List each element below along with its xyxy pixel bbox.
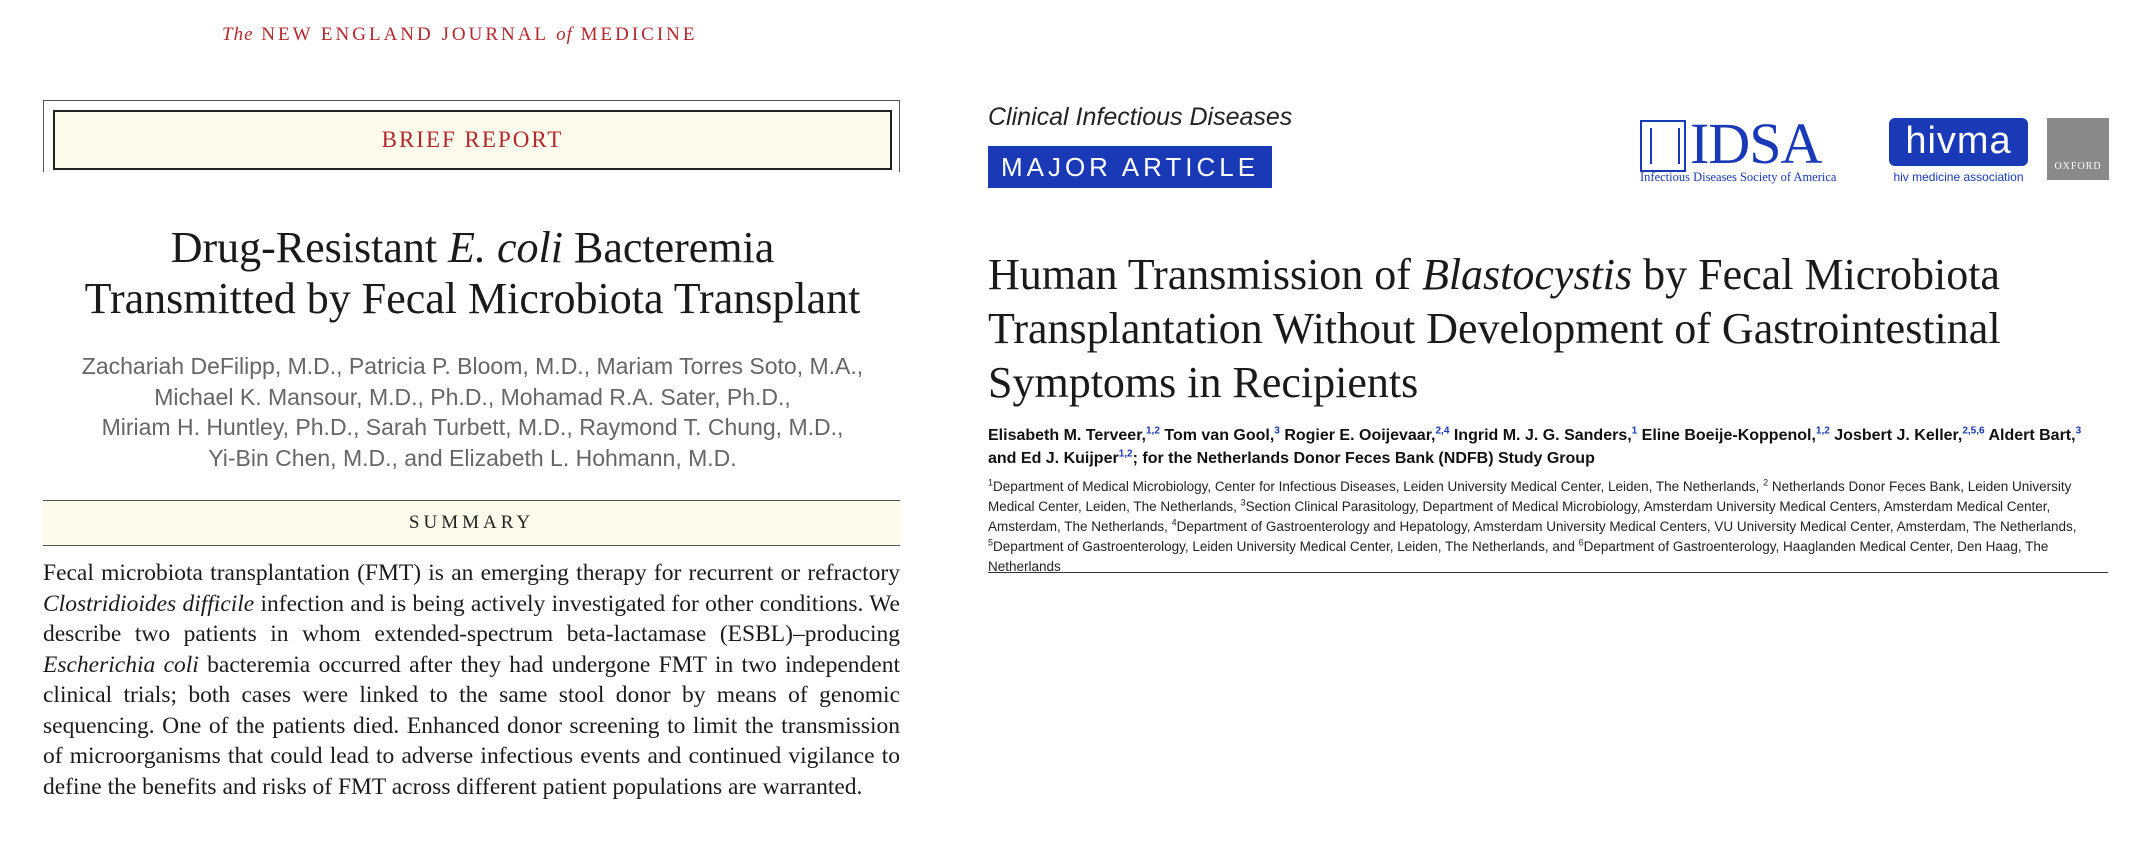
author-list [30, 351, 915, 473]
hivma-wordmark: hivma [1889, 118, 2028, 166]
frame-rule-right [899, 100, 900, 172]
masthead-of: of [556, 24, 573, 45]
author[interactable]: Tom van Gool,$^3$ [1164, 425, 1280, 444]
frame-rule-top [43, 100, 900, 101]
author-affiliation-ref[interactable]: 3 [1274, 425, 1280, 437]
title-part-2: by Fecal Microbiota Transplantation Without Development of Gastrointestinal Symptoms in Recipients [988, 250, 2001, 407]
title-part-2: Bacteremia [562, 223, 775, 272]
author-line: Zachariah DeFilipp, M.D., Patricia P. Bloom, M.D., Mariam Torres Soto, M.A., [81, 353, 864, 379]
author-affiliation-ref[interactable]: 2,5,6 [1962, 425, 1985, 437]
affiliation: Netherlands Donor Feces Bank, Leiden University Medical Center, Leiden, The Netherlands, [988, 479, 2072, 514]
title-italic: Blastocystis [1421, 250, 1633, 299]
journal-name: Clinical Infectious Diseases [988, 103, 1293, 131]
author-affiliation-ref[interactable]: 1 [1631, 425, 1638, 437]
idsa-subtitle: Infectious Diseases Society of America [1640, 170, 1837, 184]
author-list [988, 424, 2108, 470]
author-affiliation-ref[interactable]: 3 [2075, 425, 2082, 437]
author-affiliation-ref[interactable]: 1,2 [1118, 448, 1133, 460]
masthead-the: The [222, 24, 254, 45]
idsa-emblem-icon [1640, 120, 1686, 172]
cid-article-panel [960, 0, 2138, 866]
header-divider [988, 572, 2108, 573]
hivma-subtitle: hiv medicine association [1893, 170, 2024, 184]
masthead-name-1: NEW ENGLAND JOURNAL [261, 24, 549, 45]
author-line: Miriam H. Huntley, Ph.D., Sarah Turbett, M.D., Raymond T. Chung, M.D., [101, 414, 844, 440]
author[interactable]: Eline Boeije-Koppenol,$^{1,2}$ [1641, 425, 1830, 444]
title-part-1: Human Transmission of [988, 250, 1422, 299]
author-affiliation-ref[interactable]: 2,4 [1435, 425, 1450, 437]
abstract-italic: Escherichia coli [43, 651, 199, 678]
author[interactable]: Ingrid M. J. G. Sanders,$^1$ [1453, 425, 1638, 444]
affiliation-marker: 1 [988, 477, 994, 488]
author-line: Yi-Bin Chen, M.D., and Elizabeth L. Hohmann, M.D. [208, 444, 737, 471]
study-group: ; for the Netherlands Donor Feces Bank (NDFB) Study Group [1132, 450, 1595, 467]
affiliation: Department of Gastroenterology and Hepatology, Amsterdam University Medical Centers, VU University Medical Center, Amsterdam, The Netherlands, [1176, 519, 2077, 534]
author[interactable]: Josbert J. Keller,$^{2,5,6}$ [1834, 425, 1985, 444]
hivma-logo[interactable] [1889, 118, 2028, 184]
section-label: BRIEF REPORT [381, 127, 564, 152]
affiliation: Department of Gastroenterology, Haaglanden Medical Center, Den Haag, The Netherlands [988, 539, 2049, 574]
oxford-logo[interactable] [2047, 118, 2109, 180]
article-type-badge: MAJOR ARTICLE [988, 146, 1272, 188]
title-line-2: Transmitted by Fecal Microbiota Transplant [84, 274, 861, 323]
article-title [30, 222, 915, 324]
journal-masthead [222, 24, 698, 46]
author-line: Michael K. Mansour, M.D., Ph.D., Mohamad R.A. Sater, Ph.D., [154, 383, 791, 410]
idsa-wordmark: IDSA [1690, 111, 1822, 176]
abstract-segment: bacteremia occurred after they had undergone FMT in two independent clinical trials; both cases were linked to the same stool donor by means of genomic sequencing. One of the patients died. Enhanced donor screening to limit the transmission of microorganisms that could lead to adverse infectious events and continued vigilance to define the benefits and risks of FMT across different patient populations are warranted. [43, 651, 900, 800]
summary-label: SUMMARY [408, 512, 535, 533]
affiliation-marker: 4 [1171, 517, 1177, 528]
section-label-box [53, 110, 892, 170]
affiliation: Department of Gastroenterology, Leiden University Medical Center, Leiden, The Netherlands, and [993, 539, 1579, 554]
author[interactable]: Rogier E. Ooijevaar,$^{2,4}$ [1284, 425, 1450, 444]
abstract-text [43, 558, 900, 802]
article-title [988, 248, 2108, 410]
frame-rule-left [43, 100, 44, 172]
masthead-name-2: MEDICINE [580, 24, 698, 45]
affiliation-marker: 6 [1578, 537, 1584, 548]
abstract-segment: Fecal microbiota transplantation (FMT) is an emerging therapy for recurrent or refractory [43, 560, 900, 586]
affiliation: Section Clinical Parasitology, Department of Medical Microbiology, Amsterdam University Medical Centers, Amsterdam Medical Center, Amsterdam, The Netherlands, [988, 499, 2051, 534]
oxford-wordmark: OXFORD [2054, 161, 2102, 172]
abstract-segment: infection and is being actively investigated for other conditions. We describe two patients in whom extended-spectrum beta-lactamase (ESBL)–producing [43, 590, 900, 647]
affiliation-marker: 3 [1240, 497, 1246, 508]
author-affiliation-ref[interactable]: 1,2 [1815, 425, 1830, 437]
affiliation-marker: 2 [1763, 477, 1769, 488]
affiliation: Department of Medical Microbiology, Center for Infectious Diseases, Leiden University Medical Center, Leiden, The Netherlands, [993, 479, 1764, 494]
title-italic: E. coli [448, 223, 563, 272]
affiliation-list [988, 477, 2108, 577]
title-part-1: Drug-Resistant [170, 223, 449, 272]
author-affiliation-ref[interactable]: 1,2 [1146, 425, 1160, 437]
author[interactable]: and Ed J. Kuijper$^{1,2}$ [988, 448, 1133, 467]
abstract-italic: Clostridioides difficile [43, 590, 255, 617]
idsa-logo[interactable] [1640, 111, 1876, 184]
nejm-article-panel [0, 0, 960, 866]
affiliation-marker: 5 [988, 537, 994, 548]
summary-header [43, 500, 900, 546]
author[interactable]: Aldert Bart,$^3$ [1988, 425, 2082, 444]
author[interactable]: Elisabeth M. Terveer,$^{1,2}$ [988, 425, 1160, 444]
